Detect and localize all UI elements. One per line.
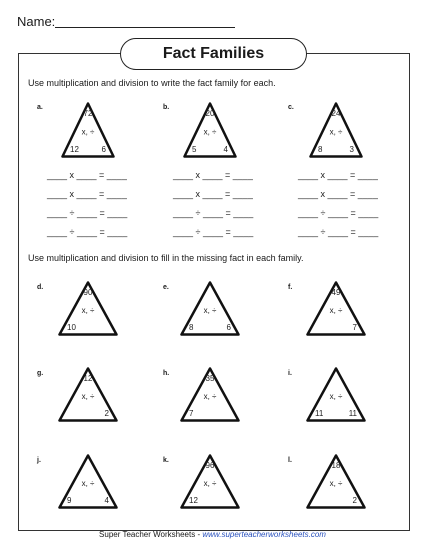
operation-signs: x, ÷ [329, 127, 343, 137]
operation-signs: x, ÷ [81, 479, 95, 489]
instruction-section-2: Use multiplication and division to fill in the missing fact in each family. [28, 253, 304, 263]
name-field[interactable] [55, 27, 235, 28]
right-number: 3 [349, 145, 354, 154]
fact-triangle [179, 453, 241, 510]
fact-blank-row[interactable]: ____ x ____ = ____ [173, 170, 253, 180]
top-number: 12 [83, 374, 93, 383]
operation-signs: x, ÷ [203, 479, 217, 489]
right-number: 4 [104, 496, 109, 505]
fact-triangle [305, 453, 367, 510]
fact-blank-row[interactable]: ____ ÷ ____ = ____ [47, 227, 128, 237]
right-number: 7 [352, 323, 357, 332]
left-number: 12 [70, 145, 79, 154]
top-number: 96 [205, 461, 215, 470]
problem-label: g. [37, 370, 44, 377]
top-number: 49 [331, 288, 341, 297]
right-number: 2 [352, 496, 357, 505]
operation-signs: x, ÷ [203, 306, 217, 316]
fact-triangle [305, 280, 367, 337]
right-number: 6 [101, 145, 106, 154]
fact-blank-row[interactable]: ____ x ____ = ____ [173, 189, 253, 199]
fact-family [308, 101, 364, 159]
right-number: 11 [348, 409, 357, 418]
fact-triangle [57, 366, 119, 423]
fact-family [179, 453, 241, 510]
problem-label: i. [288, 370, 292, 377]
top-number: 18 [331, 461, 341, 470]
right-number: 6 [226, 323, 231, 332]
left-number: 11 [315, 409, 324, 418]
fact-blank-row[interactable]: ____ x ____ = ____ [298, 170, 378, 180]
name-label: Name: [17, 14, 56, 29]
fact-triangle [57, 453, 119, 510]
operation-signs: x, ÷ [81, 306, 95, 316]
top-number: 90 [83, 288, 93, 297]
fact-triangle [308, 101, 364, 159]
problem-label: l. [288, 457, 292, 464]
operation-signs: x, ÷ [81, 127, 95, 137]
fact-family [179, 280, 241, 337]
fact-family [57, 453, 119, 510]
left-number: 8 [189, 323, 194, 332]
fact-triangle [60, 101, 116, 159]
problem-label: h. [163, 370, 170, 377]
fact-blank-row[interactable]: ____ x ____ = ____ [47, 189, 127, 199]
problem-label: a. [37, 104, 43, 111]
fact-blank-row[interactable]: ____ ÷ ____ = ____ [47, 208, 128, 218]
fact-family [305, 280, 367, 337]
fact-blank-row[interactable]: ____ ÷ ____ = ____ [173, 227, 254, 237]
problem-label: j. [37, 457, 41, 464]
fact-triangle [57, 280, 119, 337]
right-number: 2 [104, 409, 109, 418]
operation-signs: x, ÷ [203, 392, 217, 402]
footer-brand: Super Teacher Worksheets - [99, 530, 203, 539]
right-number: 4 [223, 145, 228, 154]
operation-signs: x, ÷ [329, 306, 343, 316]
problem-label: f. [288, 284, 293, 291]
top-number: 20 [205, 109, 215, 118]
fact-family [305, 453, 367, 510]
instruction-section-1: Use multiplication and division to write the fact family for each. [28, 78, 276, 88]
left-number: 8 [318, 145, 323, 154]
page-title: Fact Families [120, 38, 307, 70]
operation-signs: x, ÷ [81, 392, 95, 402]
fact-triangle [179, 366, 241, 423]
fact-blank-row[interactable]: ____ x ____ = ____ [47, 170, 127, 180]
fact-family [60, 101, 116, 159]
fact-family [57, 280, 119, 337]
fact-family [305, 366, 367, 423]
left-number: 12 [189, 496, 198, 505]
left-number: 10 [67, 323, 76, 332]
fact-family [179, 366, 241, 423]
problem-label: d. [37, 284, 44, 291]
fact-triangle [179, 280, 241, 337]
left-number: 7 [189, 409, 194, 418]
left-number: 5 [192, 145, 197, 154]
operation-signs: x, ÷ [329, 479, 343, 489]
fact-triangle [305, 366, 367, 423]
operation-signs: x, ÷ [203, 127, 217, 137]
operation-signs: x, ÷ [329, 392, 343, 402]
top-number: 24 [331, 109, 341, 118]
problem-label: e. [163, 284, 169, 291]
fact-triangle [182, 101, 238, 159]
problem-label: b. [163, 104, 170, 111]
top-number: 72 [83, 109, 93, 118]
fact-family [57, 366, 119, 423]
fact-family [182, 101, 238, 159]
footer-link[interactable]: www.superteacherworksheets.com [202, 530, 326, 539]
left-number: 9 [67, 496, 72, 505]
fact-blank-row[interactable]: ____ ÷ ____ = ____ [298, 227, 379, 237]
problem-label: k. [163, 457, 169, 464]
fact-blank-row[interactable]: ____ ÷ ____ = ____ [298, 208, 379, 218]
footer [0, 530, 425, 539]
fact-blank-row[interactable]: ____ x ____ = ____ [298, 189, 378, 199]
fact-blank-row[interactable]: ____ ÷ ____ = ____ [173, 208, 254, 218]
problem-label: c. [288, 104, 294, 111]
top-number: 35 [205, 374, 215, 383]
